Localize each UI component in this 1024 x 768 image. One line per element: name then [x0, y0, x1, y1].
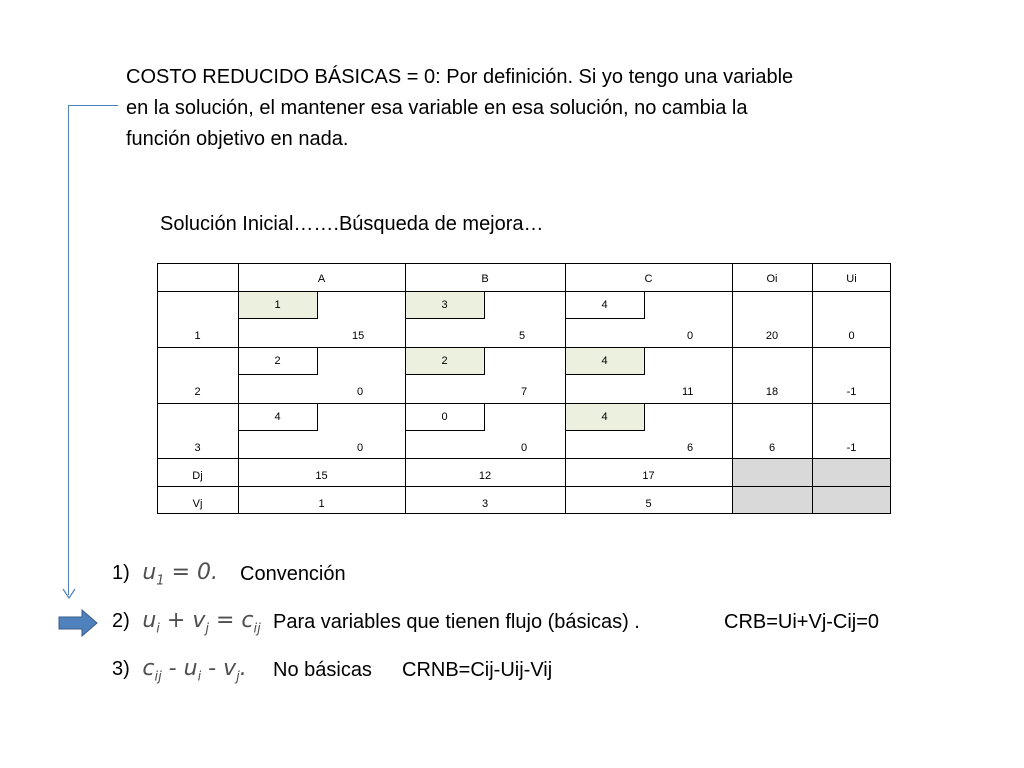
- cost-cell-1c: 4: [565, 291, 645, 319]
- equation-2-extra: CRB=Ui+Vj-Cij=0: [724, 611, 880, 633]
- transport-table: [157, 263, 891, 514]
- table-vline: [405, 263, 406, 514]
- equation-3: [112, 656, 247, 684]
- vj-b: 3: [481, 498, 489, 510]
- shaded-cell: [812, 486, 891, 514]
- shaded-cell: [812, 458, 891, 486]
- table-hline: [157, 291, 891, 292]
- cost-cell-2c: 4: [565, 347, 645, 375]
- table-hline: [157, 263, 891, 264]
- dj-label: Dj: [192, 470, 203, 482]
- row-label-1: 1: [194, 330, 201, 342]
- cost-cell-2b: 2: [405, 347, 485, 375]
- table-vline: [732, 263, 733, 514]
- equation-1-description: Convención: [240, 563, 346, 585]
- row-label-2: 2: [194, 386, 201, 398]
- right-arrow-icon: [58, 609, 98, 637]
- table-vline: [565, 263, 566, 514]
- header-b: B: [481, 273, 489, 285]
- equation-3-formula: $c_{ij} - u_i - v_j$.: [135, 656, 247, 685]
- table-vline: [812, 263, 813, 514]
- equation-3-number: 3): [112, 658, 130, 680]
- oi-2: 18: [765, 386, 779, 398]
- flow-1c: 0: [687, 330, 694, 342]
- flow-1b: 5: [519, 330, 526, 342]
- cost-cell-3c: 4: [565, 403, 645, 431]
- intro-paragraph: [126, 62, 886, 155]
- ui-1: 0: [848, 330, 855, 342]
- intro-line-3: función objetivo en nada.: [126, 128, 349, 150]
- table-hline: [157, 347, 891, 348]
- cost-cell-2a: 2: [238, 347, 318, 375]
- equation-2-description: Para variables que tienen flujo (básicas) .: [273, 611, 640, 633]
- table-vline: [238, 263, 239, 514]
- equation-2: [112, 608, 261, 636]
- equation-3-extra: CRNB=Cij-Uij-Vij: [402, 659, 553, 681]
- equation-2-formula: $u_i + v_j = c_{ij}$: [135, 608, 261, 637]
- shaded-cell: [732, 486, 812, 514]
- header-a: A: [317, 273, 326, 285]
- table-vline: [157, 263, 158, 514]
- cost-cell-3b: 0: [405, 403, 485, 431]
- shaded-cell: [732, 458, 812, 486]
- row-label-3: 3: [194, 442, 201, 454]
- equation-3-description: No básicas: [273, 659, 372, 681]
- table-hline: [157, 403, 891, 404]
- oi-1: 20: [765, 330, 779, 342]
- flow-2b: 7: [521, 386, 528, 398]
- cost-cell-3a: 4: [238, 403, 318, 431]
- vj-c: 5: [645, 498, 652, 510]
- dj-b: 12: [478, 470, 492, 482]
- flow-2c: 11: [682, 386, 694, 398]
- table-hline: [157, 513, 891, 514]
- table-vline: [890, 263, 891, 514]
- dj-a: 15: [315, 470, 328, 482]
- cost-cell-1a: 1: [238, 291, 318, 319]
- flow-3b: 0: [521, 442, 528, 454]
- header-c: C: [644, 273, 653, 285]
- equation-1-number: 1): [112, 562, 130, 584]
- vj-label: Vj: [192, 498, 203, 510]
- table-hline: [157, 458, 891, 459]
- intro-line-2: en la solución, el mantener esa variable en esa solución, no cambia la: [126, 97, 748, 119]
- table-hline: [157, 486, 891, 487]
- flow-2a: 0: [357, 386, 364, 398]
- connector-arrowhead-icon: [62, 588, 76, 600]
- vj-a: 1: [318, 498, 325, 510]
- equation-2-number: 2): [112, 610, 130, 632]
- cost-cell-1b: 3: [405, 291, 485, 319]
- ui-2: -1: [846, 386, 857, 398]
- intro-line-1: COSTO REDUCIDO BÁSICAS = 0: Por definición. Si yo tengo una variable: [126, 66, 794, 88]
- flow-3c: 6: [687, 442, 694, 454]
- connector-line-vertical: [68, 105, 69, 595]
- equation-1: [112, 560, 218, 588]
- dj-c: 17: [642, 470, 655, 482]
- ui-3: -1: [846, 442, 857, 454]
- header-ui: Ui: [846, 273, 857, 285]
- oi-3: 6: [768, 442, 776, 454]
- connector-line-horizontal: [68, 105, 118, 106]
- flow-3a: 0: [357, 442, 364, 454]
- subtitle: Solución Inicial…….Búsqueda de mejora…: [160, 213, 544, 235]
- header-oi: Oi: [766, 273, 778, 285]
- equation-1-formula: $u_1 = 0$.: [135, 560, 218, 589]
- flow-1a: 15: [352, 330, 365, 342]
